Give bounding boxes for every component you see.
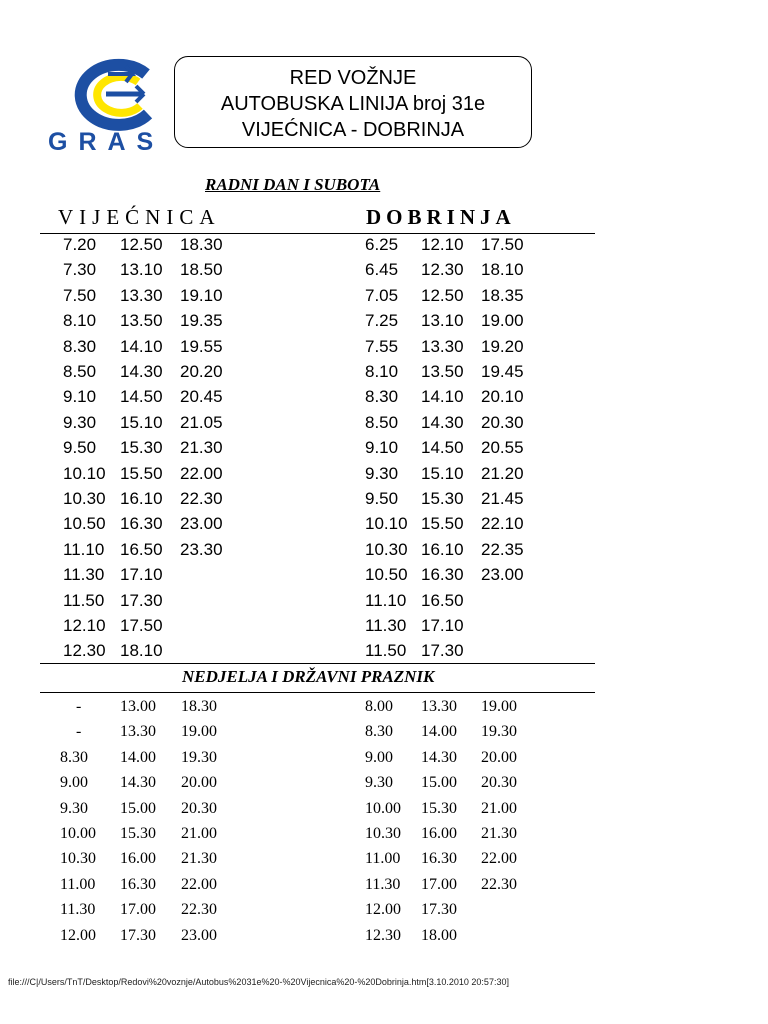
departure-time: 14.50 [120,387,163,407]
departure-time: 10.30 [63,489,106,508]
departure-time: 8.10 [365,362,399,381]
departure-time: 7.55 [365,336,399,356]
departure-time: 10.00 [365,799,401,817]
departure-time: 21.05 [180,412,223,432]
departure-time: 20.30 [181,799,217,817]
departure-time: 10.10 [63,463,106,483]
departure-time: 19.00 [481,698,517,715]
departure-time: 23.00 [481,565,524,585]
divider [40,233,595,234]
departure-time: 9.00 [60,774,88,792]
departure-time: 7.25 [365,311,399,331]
file-path-footer: file:///C|/Users/TnT/Desktop/Redovi%20voznje/Autobus%2031e%20-%20Vijecnica%20-%20Dobrinja.htm[3.10.2010 20:57:30] [8,977,509,987]
departure-time: 15.30 [120,825,156,842]
departure-time: 15.50 [421,514,464,534]
departure-time: 21.30 [481,825,517,842]
departure-time: 20.00 [481,748,517,766]
departure-time: 12.10 [63,616,106,635]
departure-time: - [76,723,82,741]
departure-time: 9.30 [60,799,88,817]
gras-logo [48,52,178,156]
departure-time: 19.10 [180,285,223,305]
departure-time: 16.00 [421,825,457,842]
departure-time: 14.30 [421,748,457,766]
departure-time: 14.30 [120,362,163,381]
departure-time: 17.10 [421,616,464,635]
header-line-number: AUTOBUSKA LINIJA broj 31e [220,93,486,115]
departure-time: 15.30 [421,799,457,817]
departure-time: 17.50 [481,235,524,254]
departure-time: 11.30 [60,901,96,919]
heading-vijecnica: VIJEĆNICA [58,205,221,229]
gras-logo-icon [48,52,178,132]
departure-time: 6.45 [365,260,399,280]
departure-time: 10.30 [60,850,96,868]
departure-time: 20.20 [180,362,223,381]
departure-time: 12.30 [365,926,401,944]
departure-time: 11.50 [365,641,407,661]
departure-time: 11.30 [365,616,407,635]
departure-time: 15.00 [120,799,156,817]
departure-time: 16.00 [120,850,156,868]
departure-time: 22.30 [180,489,223,508]
departure-time: 11.10 [365,590,407,610]
departure-time: 10.30 [365,825,401,842]
departure-time: 14.30 [120,774,156,792]
departure-time: 14.30 [421,412,464,432]
departure-time: 9.50 [365,489,399,508]
departure-time: 13.50 [421,362,464,381]
departure-time: 9.10 [365,438,399,458]
departure-time: 18.50 [180,260,223,280]
departure-time: 13.10 [120,260,163,280]
departure-time: 8.30 [60,748,88,766]
departure-time: 18.10 [481,260,524,280]
departure-time: 14.10 [421,387,464,407]
departure-time: 7.20 [63,235,97,254]
departure-time: 19.00 [181,723,217,741]
departure-time: 13.00 [120,698,156,715]
departure-time: 10.00 [60,825,96,842]
departure-time: 12.00 [365,901,401,919]
departure-time: 17.30 [120,590,163,610]
departure-time: 18.30 [180,235,223,254]
departure-time: 15.50 [120,463,163,483]
departure-time: 16.30 [120,875,156,893]
departure-time: 11.00 [60,875,96,893]
departure-time: 23.00 [181,926,217,944]
departure-time: 20.55 [481,438,524,458]
departure-time: 15.30 [120,438,163,458]
departure-time: 14.00 [421,723,457,741]
departure-time: 17.30 [421,901,457,919]
departure-time: 8.30 [365,723,393,741]
departure-time: 9.50 [63,438,97,458]
departure-time: 19.35 [180,311,223,331]
departure-time: 21.00 [481,799,517,817]
departure-time: 6.25 [365,235,399,254]
header-route: VIJEĆNICA - DOBRINJA [241,119,465,141]
departure-time: 9.30 [365,463,399,483]
departure-time: 16.30 [120,514,163,534]
departure-time: 19.20 [481,336,524,356]
departure-time: 8.30 [365,387,399,407]
departure-time: 21.30 [180,438,223,458]
departure-time: 15.00 [421,774,457,792]
departure-time: 14.50 [421,438,464,458]
departure-time: 10.50 [63,514,106,534]
departure-time: 20.00 [181,774,217,792]
departure-time: 17.00 [120,901,156,919]
departure-time: 20.45 [180,387,223,407]
departure-time: 11.30 [63,565,105,585]
departure-time: 22.30 [481,875,517,893]
departure-time: 9.00 [365,748,393,766]
departure-time: 22.00 [180,463,223,483]
departure-time: 13.30 [421,698,457,715]
departure-time: 16.30 [421,850,457,868]
holiday-section-title: NEDJELJA I DRŽAVNI PRAZNIK [182,667,435,686]
departure-time: 8.30 [63,336,97,356]
weekday-section-title: RADNI DAN I SUBOTA [205,175,381,194]
logo-text: GRAS [48,128,165,156]
departure-time: 17.00 [421,875,457,893]
departure-time: 10.30 [365,539,408,559]
departure-time: 21.45 [481,489,524,508]
departure-time: 17.30 [421,641,464,661]
departure-time: 11.00 [365,850,401,868]
departure-time: 7.30 [63,260,97,280]
departure-time: - [76,698,82,715]
departure-time: 14.10 [120,336,163,356]
departure-time: 19.00 [481,311,524,331]
departure-time: 23.30 [180,539,223,559]
departure-time: 21.00 [181,825,217,842]
departure-time: 21.30 [181,850,217,868]
departure-time: 22.00 [481,850,517,868]
departure-time: 16.50 [120,539,163,559]
divider [40,663,595,664]
departure-time: 22.10 [481,514,524,534]
departure-time: 11.30 [365,875,401,893]
departure-time: 17.10 [120,565,163,585]
departure-time: 8.50 [365,412,399,432]
departure-time: 18.10 [120,641,163,661]
departure-time: 12.50 [421,285,464,305]
departure-time: 18.00 [421,926,457,944]
departure-time: 17.50 [120,616,163,635]
departure-time: 20.10 [481,387,524,407]
departure-time: 10.50 [365,565,408,585]
departure-time: 18.35 [481,285,524,305]
departure-time: 19.45 [481,362,524,381]
departure-time: 20.30 [481,412,524,432]
departure-time: 12.50 [120,235,163,254]
departure-time: 11.10 [63,539,105,559]
departure-time: 9.30 [365,774,393,792]
departure-time: 15.10 [120,412,163,432]
departure-time: 22.00 [181,875,217,893]
departure-time: 16.30 [421,565,464,585]
departure-time: 19.30 [481,723,517,741]
departure-time: 18.30 [181,698,217,715]
departure-time: 13.30 [421,336,464,356]
departure-time: 12.10 [421,235,464,254]
departure-time: 8.00 [365,698,393,715]
departure-time: 16.10 [120,489,163,508]
departure-time: 9.30 [63,412,97,432]
departure-time: 10.10 [365,514,408,534]
header-box [174,56,532,148]
departure-time: 13.30 [120,723,156,741]
header-title: RED VOŽNJE [289,67,417,89]
departure-time: 7.05 [365,285,399,305]
departure-time: 16.50 [421,590,464,610]
departure-time: 23.00 [180,514,223,534]
divider [40,692,595,693]
departure-time: 8.10 [63,311,97,331]
departure-time: 19.30 [181,748,217,766]
departure-time: 19.55 [180,336,223,356]
departure-time: 20.30 [481,774,517,792]
departure-time: 21.20 [481,463,524,483]
departure-time: 7.50 [63,285,97,305]
departure-time: 9.10 [63,387,97,407]
departure-time: 22.35 [481,539,524,559]
heading-dobrinja: DOBRINJA [366,205,516,229]
departure-time: 12.30 [421,260,464,280]
departure-time: 22.30 [181,901,217,919]
departure-time: 12.00 [60,926,96,944]
departure-time: 13.50 [120,311,163,331]
departure-time: 15.10 [421,463,464,483]
departure-time: 13.30 [120,285,163,305]
departure-time: 16.10 [421,539,464,559]
departure-time: 15.30 [421,489,464,508]
departure-time: 14.00 [120,748,156,766]
departure-time: 13.10 [421,311,464,331]
departure-time: 8.50 [63,362,97,381]
departure-time: 17.30 [120,926,156,944]
departure-time: 11.50 [63,590,105,610]
departure-time: 12.30 [63,641,106,661]
